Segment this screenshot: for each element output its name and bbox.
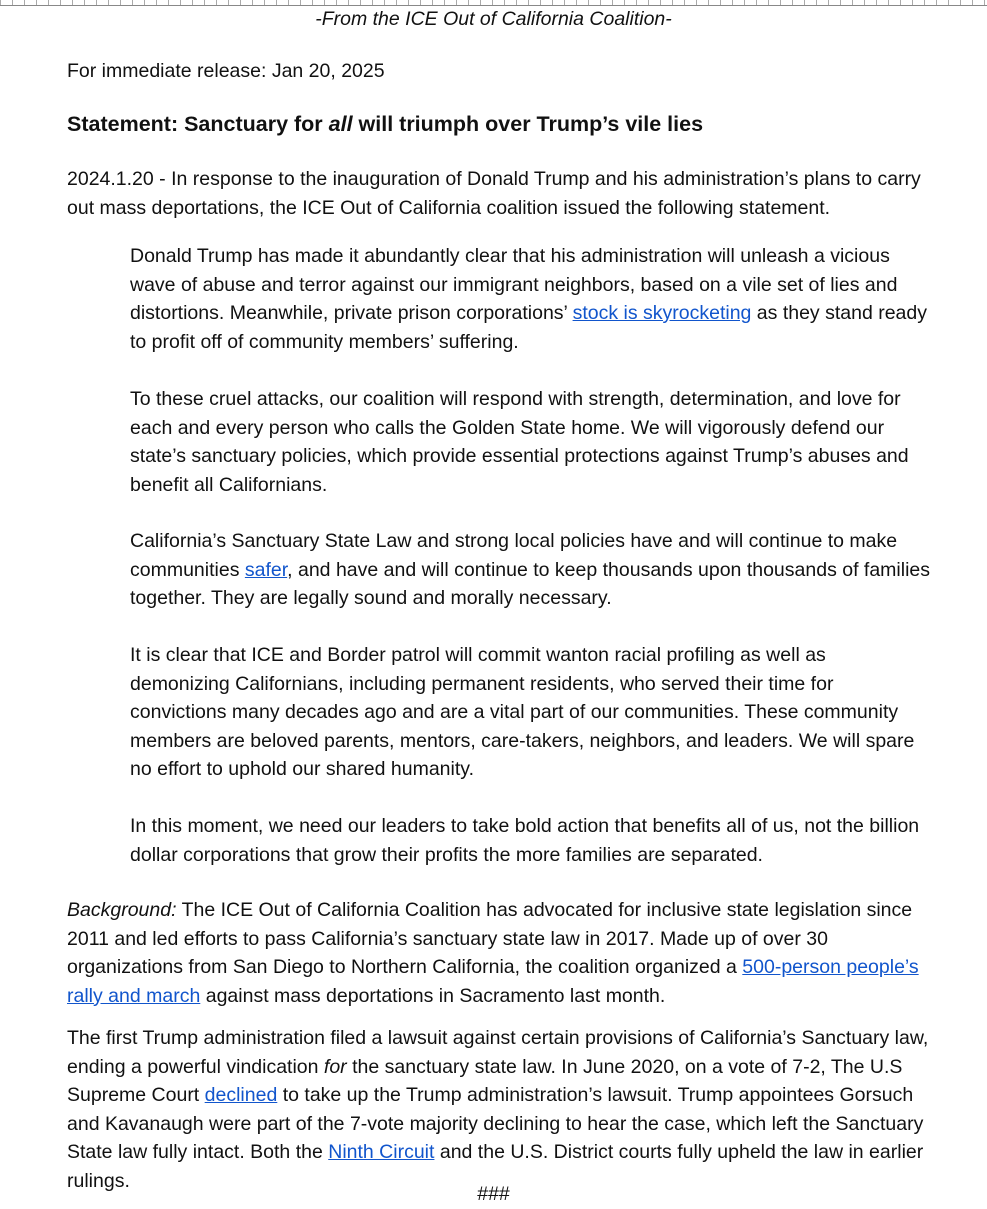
text: , and have and will continue to keep thousands upon thousands of families together. They are legally sound and morally necessary. (130, 558, 931, 609)
release-date: For immediate release: Jan 20, 2025 (67, 60, 385, 82)
text: as they stand ready to profit off of community members’ suffering. (130, 302, 927, 353)
text: Donald Trump has made it abundantly clear that his administration will unleash a vicious wave of abuse and terror against our immigrant neighbors, based on a vile set of lies and distortions. Meanwhile, private prison corporations’ (130, 245, 898, 324)
quote-paragraph-2: To these cruel attacks, our coalition will respond with strength, determination, and love for each and every person who calls the Golden State home. We will vigorously defend our state’s sanctuary policies, which provide essential protections against Trump’s abuses and benefit all Californians. (130, 388, 909, 496)
heading-text: Statement: Sanctuary for (67, 112, 329, 136)
from-line: -From the ICE Out of California Coalition- (315, 8, 672, 30)
text: and the U.S. District courts fully upheld the law in earlier rulings. (67, 1141, 924, 1192)
rally-link[interactable]: 500-person people’s rally and march (67, 956, 919, 1007)
quote-paragraph-3 (130, 527, 930, 613)
text: California’s Sanctuary State Law and strong local policies have and will continue to make communities (130, 530, 898, 581)
intro-paragraph: 2024.1.20 - In response to the inauguration of Donald Trump and his administration’s plans to carry out mass deportations, the ICE Out of California coalition issued the following statement. (67, 168, 921, 219)
statement-heading (67, 110, 703, 139)
emphasis: for (323, 1055, 347, 1078)
safer-link[interactable]: safer (244, 558, 288, 581)
declined-link[interactable]: declined (204, 1084, 278, 1106)
text: to take up the Trump administration’s lawsuit. Trump appointees Gorsuch and Kavanaugh were part of the 7-vote majority declining to hear the case, which left the Sanctuary State law fully intact. Both the (67, 1084, 924, 1163)
end-mark: ### (477, 1183, 510, 1205)
text: The first Trump administration filed a lawsuit against certain provisions of California’s Sanctuary law, ending a powerful vindication (67, 1027, 929, 1078)
stock-link[interactable]: stock is skyrocketing (572, 302, 752, 324)
heading-text: will triumph over Trump’s vile lies (352, 112, 704, 136)
quote-paragraph-1 (130, 242, 930, 356)
text: The ICE Out of California Coalition has advocated for inclusive state legislation since 2011 and led efforts to pass California’s sanctuary state law in 2017. Made up of over 30 organizations from San Diego to Northern California, the coalition organized a (67, 899, 913, 978)
heading-emphasis: all (328, 112, 353, 136)
text: the sanctuary state law. In June 2020, on a vote of 7-2, The U.S Supreme Court (67, 1055, 903, 1106)
quote-paragraph-5: In this moment, we need our leaders to take bold action that benefits all of us, not the billion dollar corporations that grow their profits the more families are separated. (130, 815, 920, 866)
lawsuit-paragraph (67, 1024, 935, 1195)
text: against mass deportations in Sacramento last month. (200, 984, 666, 1007)
background-paragraph (67, 896, 935, 1010)
ninth-circuit-link[interactable]: Ninth Circuit (328, 1141, 435, 1163)
quote-paragraph-4: It is clear that ICE and Border patrol will commit wanton racial profiling as well as demonizing Californians, including permanent residents, who served their time for convictions many decades ago and are a vital part of our communities. These community members are beloved parents, mentors, care-takers, neighbors, and leaders. We will spare no effort to uphold our shared humanity. (130, 644, 915, 780)
background-label: Background: (67, 899, 177, 921)
